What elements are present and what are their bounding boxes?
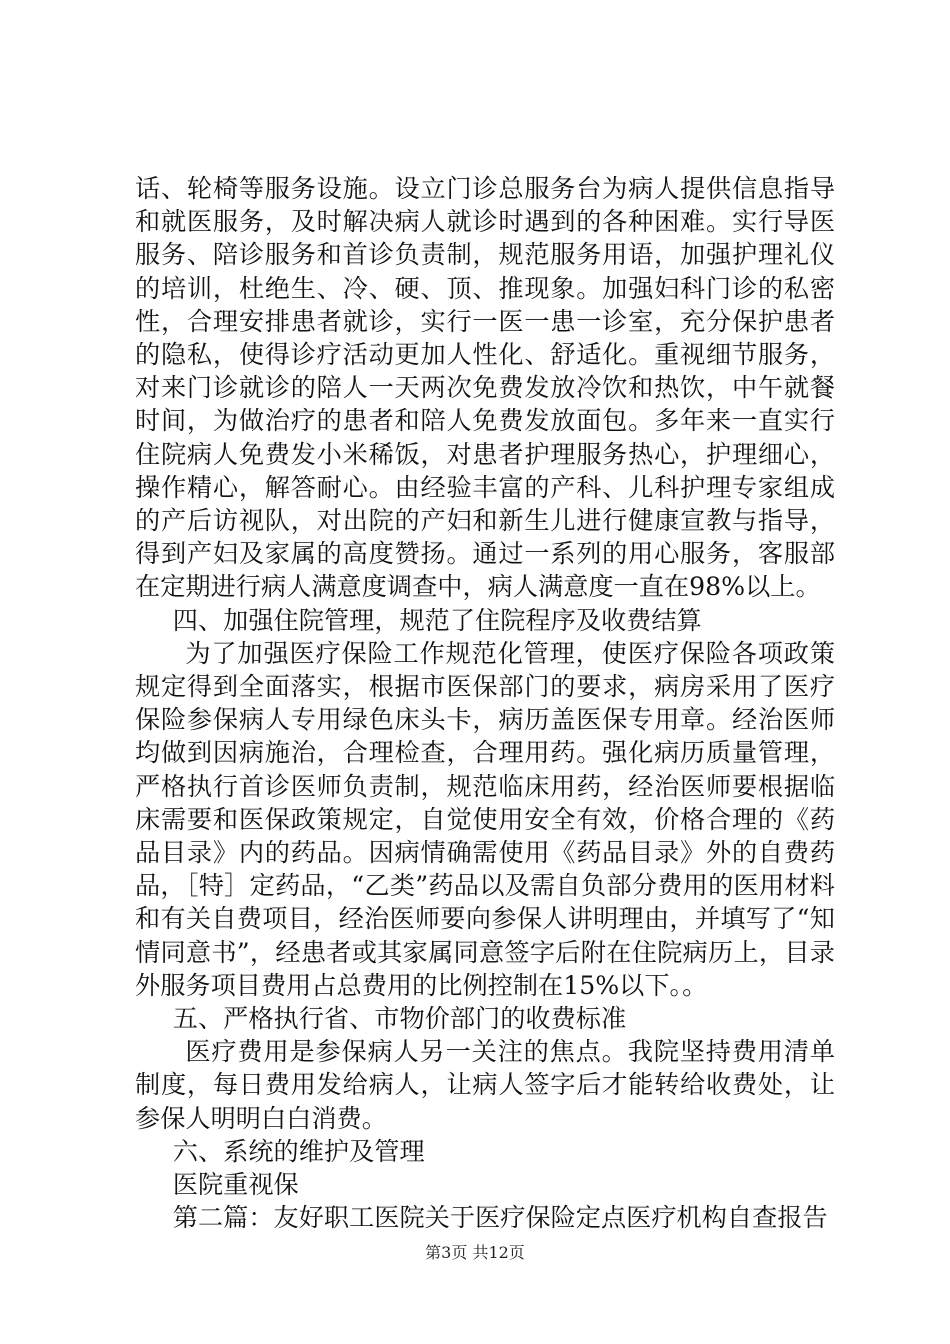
paragraph-service-facilities: 话、轮椅等服务设施。设立门诊总服务台为病人提供信息指导和就医服务，及时解决病人就诊时遇到的各种困难。实行导医服务、陪诊服务和首诊负责制，规范服务用语，加强护理礼仪的培训，杜绝生、冷、硬、顶、推现象。加强妇科门诊的私密性，合理安排患者就诊，实行一医一患一诊室，充分保护患者的隐私，使得诊疗活动更加人性化、舒适化。重视细节服务，对来门诊就诊的陪人一天两次免费发放冷饮和热饮，中午就餐时间，为做治疗的患者和陪人免费发放面包。多年来一直实行住院病人免费发小米稀饭，对患者护理服务热心，护理细心，操作精心，解答耐心。由经验丰富的产科、儿科护理专家组成的产后访视队，对出院的产妇和新生儿进行健康宣教与指导，得到产妇及家属的高度赞扬。通过一系列的用心服务，客服部在定期进行病人满意度调查中，病人满意度一直在98%以上。 xyxy=(135,174,835,602)
paragraph-fee-list: 医疗费用是参保病人另一关注的焦点。我院坚持费用清单制度，每日费用发给病人，让病人签字后才能转给收费处，让参保人明明白白消费。 xyxy=(135,1037,835,1133)
heading-second-article: 第二篇：友好职工医院关于医疗保险定点医疗机构自查报告 xyxy=(172,1203,828,1233)
paragraph-medical-insurance-management: 为了加强医疗保险工作规范化管理，使医疗保险各项政策规定得到全面落实，根据市医保部门的要求，病房采用了医疗保险参保病人专用绿色床头卡，病历盖医保专用章。经治医师均做到因病施治，合理检查，合理用药。强化病历质量管理，严格执行首诊医师负责制，规范临床用药，经治医师要根据临床需要和医保政策规定，自觉使用安全有效，价格合理的《药品目录》内的药品。因病情确需使用《药品目录》外的自费药品，［特］定药品，“乙类”药品以及需自负部分费用的医用材料和有关自费项目，经治医师要向参保人讲明理由，并填写了“知情同意书”，经患者或其家属同意签字后附在住院病历上，目录外服务项目费用占总费用的比例控制在15%以下。。 xyxy=(135,638,835,1000)
page-number-footer: 第3页 共12页 xyxy=(425,1243,525,1262)
paragraph-hospital-values: 医院重视保 xyxy=(172,1170,299,1200)
heading-inpatient-management: 四、加强住院管理，规范了住院程序及收费结算 xyxy=(172,605,702,635)
heading-fee-standards: 五、严格执行省、市物价部门的收费标准 xyxy=(172,1004,627,1034)
document-body xyxy=(135,172,835,1235)
heading-system-maintenance: 六、系统的维护及管理 xyxy=(172,1136,425,1166)
